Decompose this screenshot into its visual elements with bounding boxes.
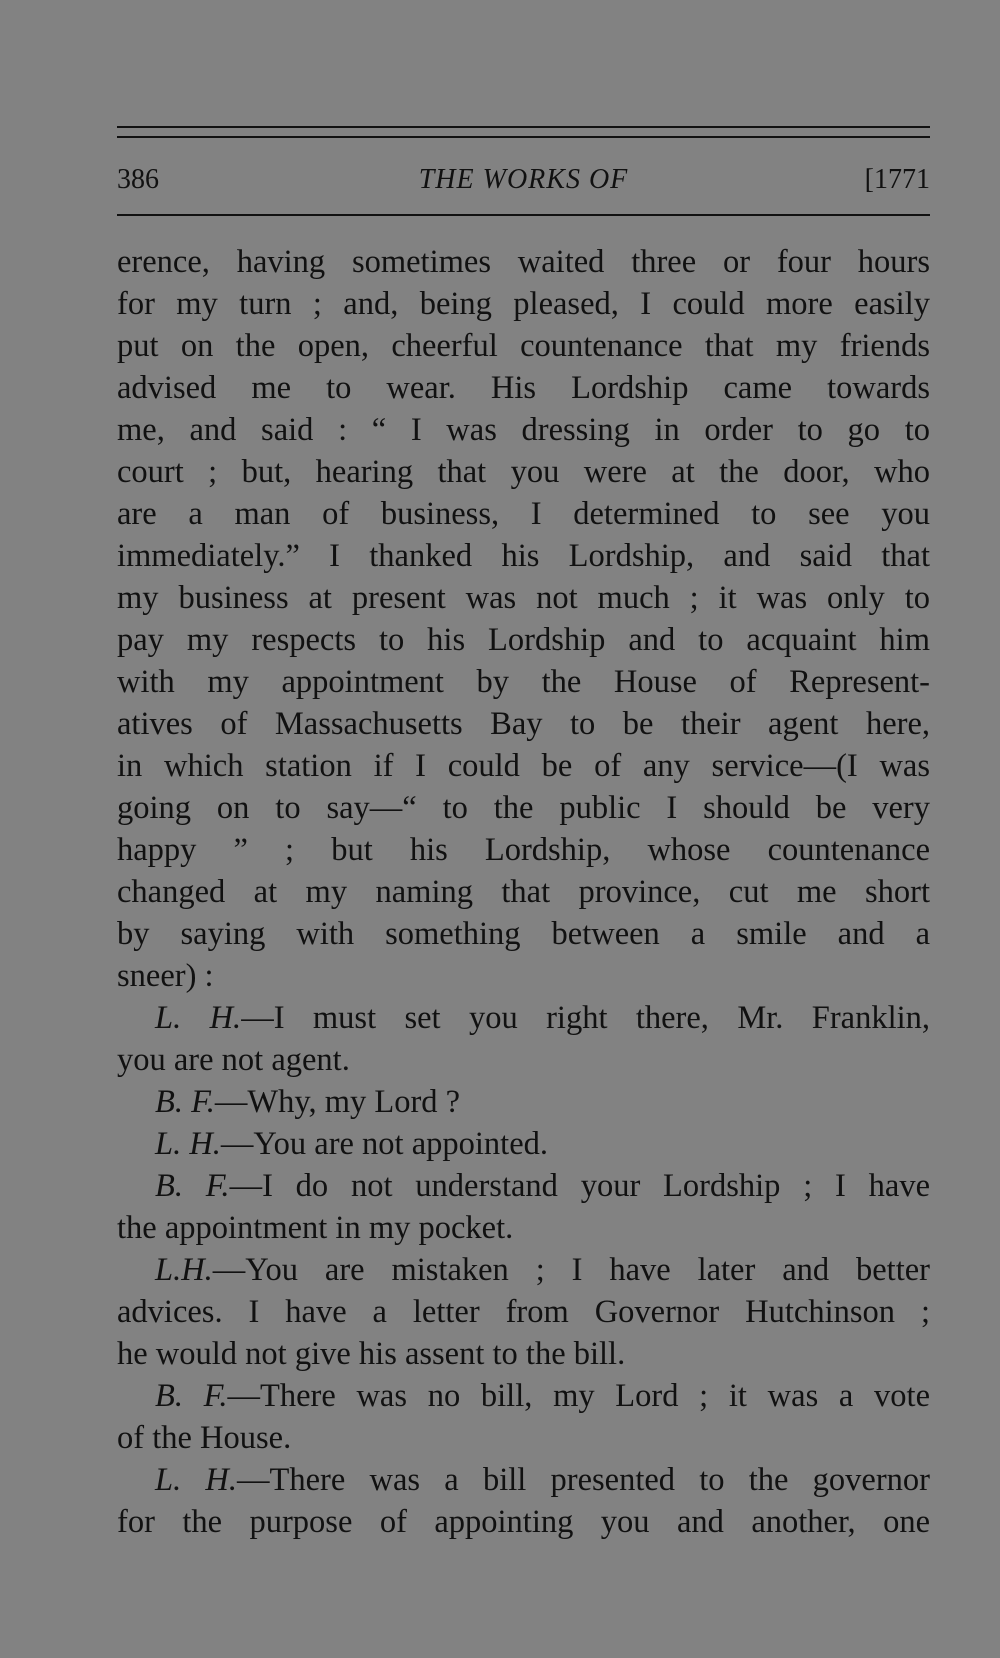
text-line (117, 493, 930, 535)
line-text: —I must set you right there, Mr. Franklin, (241, 1000, 930, 1036)
text-line (117, 1417, 930, 1459)
line-text: me, and said : “ I was dressing in order to go to (117, 412, 930, 448)
text-line (117, 745, 930, 787)
speaker-initials: L. H. (155, 1000, 242, 1036)
line-text: —Why, my Lord ? (214, 1084, 461, 1120)
speaker-initials: L.H. (155, 1252, 213, 1288)
line-text: put on the open, cheerful countenance that my friends (117, 328, 930, 364)
text-line (117, 325, 930, 367)
text-line (117, 1333, 930, 1375)
dialogue-line (117, 1123, 930, 1165)
top-rule-inner (117, 136, 930, 138)
text-line (117, 1501, 930, 1543)
line-text: of the House. (117, 1420, 292, 1456)
text-line (117, 283, 930, 325)
line-text: advised me to wear. His Lordship came towards (117, 370, 930, 406)
line-text: changed at my naming that province, cut me short (117, 874, 930, 910)
text-line (117, 913, 930, 955)
line-text: atives of Massachusetts Bay to be their agent here, (117, 706, 930, 742)
line-text: —I do not understand your Lordship ; I have (229, 1168, 930, 1204)
page-number: 386 (117, 164, 159, 195)
line-text: immediately.” I thanked his Lordship, and said that (117, 538, 930, 574)
line-text: for my turn ; and, being pleased, I could more easily (117, 286, 930, 322)
line-text: my business at present was not much ; it was only to (117, 580, 930, 616)
line-text: you are not agent. (117, 1042, 350, 1078)
text-line (117, 241, 930, 283)
text-line (117, 829, 930, 871)
text-line (117, 871, 930, 913)
text-line (117, 1291, 930, 1333)
text-line (117, 955, 930, 997)
line-text: —You are mistaken ; I have later and better (212, 1252, 930, 1288)
page-header (117, 158, 930, 202)
line-text: erence, having sometimes waited three or four hours (117, 244, 930, 280)
body-text (117, 241, 930, 1543)
dialogue-line (117, 1375, 930, 1417)
speaker-initials: L. H. (155, 1126, 221, 1162)
text-line (117, 409, 930, 451)
line-text: —You are not appointed. (220, 1126, 549, 1162)
line-text: advices. I have a letter from Governor Hutchinson ; (117, 1294, 930, 1330)
line-text: for the purpose of appointing you and another, one (117, 1504, 930, 1540)
dialogue-line (117, 1249, 930, 1291)
dialogue-line (117, 1459, 930, 1501)
text-line (117, 577, 930, 619)
line-text: are a man of business, I determined to see you (117, 496, 930, 532)
text-line (117, 661, 930, 703)
speaker-initials: B. F. (155, 1084, 215, 1120)
line-text: —There was a bill presented to the governor (237, 1462, 930, 1498)
text-line (117, 535, 930, 577)
text-line (117, 703, 930, 745)
text-line (117, 1039, 930, 1081)
speaker-initials: B. F. (155, 1168, 230, 1204)
line-text: by saying with something between a smile and a (117, 916, 930, 952)
speaker-initials: L. H. (155, 1462, 238, 1498)
line-text: pay my respects to his Lordship and to acquaint him (117, 622, 930, 658)
line-text: —There was no bill, my Lord ; it was a vote (227, 1378, 930, 1414)
line-text: in which station if I could be of any service—(I was (117, 748, 930, 784)
line-text: going on to say—“ to the public I should be very (117, 790, 930, 826)
line-text: the appointment in my pocket. (117, 1210, 514, 1246)
line-text: happy ” ; but his Lordship, whose countenance (117, 832, 930, 868)
dialogue-line (117, 997, 930, 1039)
year-marker: [1771 (864, 164, 930, 195)
dialogue-line (117, 1165, 930, 1207)
speaker-initials: B. F. (155, 1378, 228, 1414)
line-text: with my appointment by the House of Represent- (117, 664, 930, 700)
line-text: court ; but, hearing that you were at the door, who (117, 454, 930, 490)
text-line (117, 787, 930, 829)
line-text: sneer) : (117, 958, 214, 994)
top-rule (117, 126, 930, 128)
line-text: he would not give his assent to the bill. (117, 1336, 626, 1372)
header-rule (117, 214, 930, 216)
running-title: THE WORKS OF (418, 164, 629, 195)
text-line (117, 1207, 930, 1249)
dialogue-line (117, 1081, 930, 1123)
text-line (117, 619, 930, 661)
text-line (117, 367, 930, 409)
text-line (117, 451, 930, 493)
